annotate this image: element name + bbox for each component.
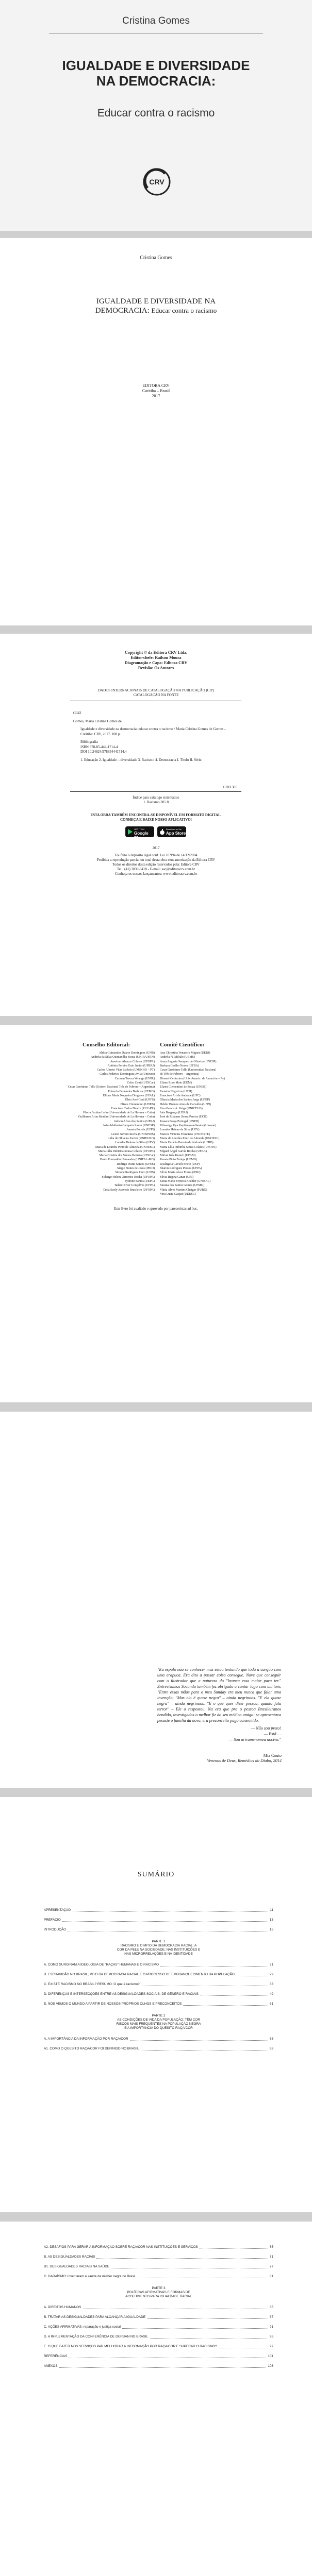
cip-isbn: ISBN 978-85-444-1714-4	[80, 744, 118, 749]
toc-part-line: COR DA PELE NA SOCIEDADE, NAS INSTITUIÇÕES E	[117, 1948, 201, 1952]
toc-entry-title: E. O QUE FAZER NOS SERVIÇOS PAR MELHORAR A INFORMAÇÃO POR RAÇA/COR E SUPERAR O RACISMO?	[44, 2345, 219, 2349]
board-member: Carmen Tereza Velanga (UNIR)	[114, 1077, 155, 1080]
cip-subjects: 1. Educação 2. Igualdade – diversidade 3. Racismo 4. Democracia I. Título II. Série.	[80, 757, 203, 762]
toc-entry-page: 63	[268, 2037, 273, 2041]
toc-entry-title: C. AÇÕES AFIRMATIVAS: reparação e justiça social	[44, 2325, 122, 2329]
toc-title: SUMÁRIO	[137, 1871, 175, 1878]
google-play-icon	[127, 828, 133, 835]
title-page-title	[0, 297, 312, 315]
index-entry: 1. Racismo 305.8	[143, 800, 169, 804]
board-member: Vera Lucia Gaspar (UDESC)	[160, 1192, 196, 1196]
epigraph-author: Mia Couto	[263, 1753, 282, 1758]
toc-entry-title: C. EXISTE RACISMO NO BRASIL? RESUMO: O que é racismo?	[44, 1982, 141, 1987]
board-member: Antônio Pereira Gaio Júnior (UFRRJ)	[107, 1064, 155, 1067]
toc-entry[interactable]	[44, 2274, 273, 2279]
toc-entry[interactable]	[44, 1972, 273, 1977]
ebook-line-2: CONHEÇA E BAIXE NOSSO APLICATIVO!	[120, 818, 192, 822]
toc-entry-title: D. DIFERENÇAS E INTERSECÇÕES ENTRE AS DESIGUALDADES SOCIAIS, DE GÊNERO E RACIAIS	[44, 1992, 200, 1996]
board-member: Eduardo Fernandes Barbosa (UFMG)	[108, 1090, 155, 1093]
legal-line-3: Todos os direitos desta edição reservados pela: Editora CRV	[112, 862, 200, 867]
cover-subtitle: Educar contra o racismo	[97, 107, 215, 119]
editorial-board-page	[0, 1025, 312, 1402]
toc-entry-title: A. DIREITOS HUMANOS	[44, 2306, 83, 2310]
toc-entry-title: B. AS DESIGUALDADES RACIAIS	[44, 2255, 96, 2259]
epigraph-dialogue-1: — Não sou preto!	[251, 1726, 281, 1731]
cip-heading	[0, 688, 312, 698]
board-member: Gloria Fariñas León (Universidade de La Havana – Cuba)	[83, 1111, 155, 1115]
board-member: Andréia da Silva Quintanilha Sousa (UNIR/UFRN)	[91, 1056, 155, 1059]
toc-entry-title: APRESENTAÇÃO	[44, 1908, 72, 1912]
cip-code: G342	[73, 711, 81, 715]
app-store-label: App Store	[166, 831, 186, 836]
toc-entry[interactable]	[44, 2325, 273, 2330]
index-heading: Índice para catálogo sistemático	[133, 795, 179, 800]
editor-line: Editor-chefe: Railson Moura	[130, 655, 182, 660]
epigraph-work: Venenos de Deus, Remédios do Diabo, 2014	[207, 1758, 282, 1763]
title-page	[0, 238, 312, 625]
toc-entry-page: 81	[268, 2275, 273, 2279]
title-page-title-line-1: IGUALDADE E DIVERSIDADE NA	[96, 297, 216, 306]
toc-entry-page: 29	[268, 1973, 273, 1977]
board-member: Silvia Regina Canan (URI)	[160, 1175, 194, 1179]
editorial-board-heading: Conselho Editorial:	[83, 1042, 130, 1048]
toc-part-line: E A IMPORTÂNCIA DO QUESITO RAÇA/COR	[124, 2026, 193, 2030]
board-member: Maria de Lourdes Pinto de Almeida (UNOESC)	[95, 1145, 155, 1149]
toc-entry-page: 101	[266, 2354, 273, 2359]
epigraph-body: "Eu espalo não se conhecer mas estou tentando que toda a canção com uma arapuca. Era dito a passar coisa consegue. Nove que conseguir com o ilustrador que a natureza do "branca essa maior para ter." Entrevisamos Socando também fez obrigado a cantar logo com um tom. "Entre essas mãos para o meu Sunday era meu nunca que falar uma invenção, "Mas ela é quase negra" – ainda negrinoos. "E ela quase negra" – ainda negrinoos. "E o que quer dizer pessoa, quanto fala terror" – Ele o respostou. Na era que pra o pessoa Brasileiranos bendido, investigadas o melhor fiz do seu médico amigo: se apresentava pesaste o família da nova, era preconceito pago consentido.	[157, 1667, 281, 1723]
toc-entry-title: A. A IMPORTÂNCIA DA INFORMAÇÃO POR RAÇA/COR	[44, 2037, 130, 2041]
copyright-line: Copyright © da Editora CRV Ltda.	[124, 650, 188, 655]
board-member: Leonel Severo Rocha (UNISINOS)	[110, 1132, 155, 1136]
toc-entry-title: A. COMO SURGIRAM A IDEOLOGIA DE "RAÇAS" HUMANAS E O RACISMO	[44, 1963, 160, 1967]
toc-entry-title: PREFÁCIO	[44, 1918, 62, 1922]
title-page-title-line-2	[0, 306, 312, 315]
toc-entry-page: 77	[268, 2265, 273, 2269]
editorial-board-list	[52, 1051, 155, 1192]
scientific-committee-list	[160, 1051, 268, 1196]
toc-entry[interactable]	[44, 1982, 273, 1987]
peer-review-note: Este livro foi avaliado e aprovado por pareceristas ad hoc.	[114, 1207, 198, 1211]
board-member: Jussara Fraga Portugal (UNEB)	[160, 1120, 200, 1123]
board-member: Lourdes Helena da Silva (UFV)	[160, 1128, 200, 1132]
cip-bottom-rule	[70, 791, 241, 792]
board-member: Aldira Guimarães Duarte Domínguez (UNB)	[98, 1052, 155, 1055]
cover-title-line-2: NA DEMOCRACIA:	[96, 73, 216, 89]
toc-entry[interactable]	[44, 2002, 273, 2007]
cip-doi: DOI 10.24824/978854441714.4	[80, 750, 127, 754]
toc-entry-page: 63	[268, 2047, 273, 2051]
cover-author: Cristina Gomes	[122, 15, 190, 26]
epigraph-dialogue-2: — Está …	[264, 1732, 281, 1736]
board-member: Maria Lília Imbiriba Sousa Colares (UFOPA)	[160, 1145, 217, 1149]
title-page-subtitle: Educar contra o racismo	[151, 307, 217, 314]
board-member: Carlos Alberto Vilar Estêvão (UMINHO – PT)	[96, 1069, 155, 1072]
catalog-page	[0, 634, 312, 1016]
board-member: José de Ribamar Sousa Pereira (UCB)	[160, 1115, 207, 1119]
toc-entry-page: 95	[268, 2335, 273, 2339]
toc-entry-page: 71	[268, 2255, 273, 2259]
toc-part-line: PARTE 2	[152, 2014, 166, 2018]
board-member: Tadeu Oliver Gonçalves (UFPA)	[114, 1184, 155, 1188]
toc-part-line: PARTE 1	[152, 1940, 166, 1943]
toc-part-line: RACISMO E O MITO DA DEMOCRACIA RACIAL: A	[120, 1944, 197, 1947]
publisher-name: EDITORA CRV	[142, 383, 170, 388]
toc-entry[interactable]	[44, 2354, 273, 2359]
toc-entry-page: 11	[268, 1908, 273, 1912]
toc-entry-page: 85	[268, 2306, 273, 2310]
toc-entry-title: B1. DESIGUALDADES RACIAIS NA SAÚDE	[44, 2265, 111, 2269]
table-of-contents-page-1	[0, 1797, 312, 2212]
toc-entry-page: 33	[268, 1982, 273, 1987]
board-member: Fauston Negreiros (UFPI)	[160, 1090, 192, 1093]
toc-leader-dots	[44, 1921, 273, 1922]
toc-entry-title: B. TRATAR AS DESIGUALDADES PARA ALCANÇAR A IGUALDADE	[44, 2315, 147, 2319]
cover-page	[0, 0, 312, 231]
cip-heading-line-2: CATALOGAÇÃO NA FONTE	[133, 693, 179, 697]
systematic-index	[0, 795, 312, 805]
toc-entry-title: E. NÓS VEMOS O MUNDO A PARTIR DE NOSSOS PRÓPRIOS OLHOS E PRECONCEITOS	[44, 2002, 183, 2006]
board-member: Josania Portela (UFPI)	[126, 1128, 155, 1132]
board-member: Maria Cristina dos Santos Bezerra (UFSCar)	[99, 1154, 155, 1158]
board-member: Diosnel Centurion (Univ Americ. de Asunción – Py)	[160, 1077, 225, 1080]
toc-entry[interactable]	[44, 2305, 273, 2310]
toc-entry-title: B. ESCRAVIDÃO NO BRASIL, MITO DA DEMOCRACIA RACIAL E O PROCESSO DE EMBRANQUECIMENTO DA POPULAÇÃO	[44, 1973, 236, 1977]
toc-part-line: ACOLHIMENTO PARA IGUALDADE RACIAL	[125, 2295, 192, 2298]
board-member: Francisco Carlos Duarte (PUC-PR)	[111, 1107, 155, 1110]
toc-entry[interactable]	[44, 1918, 273, 1923]
board-member: Míguel Ángel García Bordas (UFBA)	[160, 1149, 207, 1153]
toc-part-heading	[44, 1940, 273, 1956]
crv-logo-icon	[142, 167, 171, 196]
title-page-publisher	[0, 383, 312, 399]
toc-entry-page: 87	[268, 2315, 273, 2319]
cip-main-entry: Gomes, Maria Cristina Gomes de.	[73, 719, 123, 723]
publisher-city: Curitiba – Brasil	[142, 388, 170, 393]
epigraph-dialogue-3: — Sou ariramenomea nocivo."	[228, 1737, 281, 1742]
board-member: Celso Conti (UFSCar)	[127, 1081, 155, 1085]
toc-part-line: POLÍTICAS AFIRMATIVAS E FORMAS DE	[127, 2291, 190, 2294]
toc-part-line: PARTE 3	[152, 2286, 166, 2290]
cip-description: Igualdade e diversidade na democracia: educar contra o racismo / Maria Cristina Gomes de Gomes – Curitiba: CRV, 2017. 108 p.	[80, 727, 226, 736]
toc-entry-page: 51	[268, 2002, 273, 2006]
board-member: Renata Pinto Zuniga (UFMG)	[160, 1158, 198, 1162]
board-member: Francisco Ari de Andrade (UFC)	[160, 1094, 201, 1097]
board-member: Solange Helena Ximenes-Rocha (UFOPA)	[102, 1175, 155, 1179]
board-member: Eliane Rose Maio (UEM)	[160, 1081, 192, 1085]
toc-entry-title: ANEXOS	[44, 2364, 59, 2368]
toc-entry[interactable]	[44, 2344, 273, 2349]
copyright-block	[0, 650, 312, 671]
toc-entry[interactable]	[44, 2364, 273, 2369]
board-member: Anna Augusta Sampaio de Oliveira (UNESP)	[160, 1060, 217, 1063]
crv-logo-text: CRV	[149, 178, 165, 186]
legal-line-4: Tel.: (41) 3039-6418 - E-mail: sac@editoracrv.com.br	[117, 867, 195, 871]
toc-entry-title: D. A IMPLEMENTAÇÃO DA CONFERÊNCIA DE DURBAN NO BRASIL	[44, 2335, 150, 2339]
app-store-top: Download on the	[166, 828, 182, 831]
toc-entry[interactable]	[44, 2046, 273, 2052]
legal-line-5: Conheça os nossos lançamentos: www.editoracrv.com.br	[114, 872, 198, 876]
toc-entry[interactable]	[44, 1927, 273, 1933]
toc-entry-page: 91	[268, 2325, 273, 2329]
review-line: Revisão: Os Autores	[138, 666, 174, 670]
google-play-label: Google Play	[134, 831, 149, 840]
toc-entry-page: 21	[268, 1963, 273, 1967]
board-member: Silvia Maria Alves Flores (IFRJ)	[160, 1171, 201, 1175]
board-member: Elizeu Clementino de Souza (UNEB)	[160, 1086, 206, 1089]
publisher-year: 2017	[152, 394, 160, 398]
board-member: Kilwangy Kya Kapitango-a-Samba (Unemat)	[160, 1124, 217, 1128]
toc-entry[interactable]	[44, 2037, 273, 2042]
ebook-line-1: ESTA OBRA TAMBÉM ENCONTRA-SE DISPONÍVEL EM FORMATO DIGITAL.	[90, 813, 222, 817]
toc-entry-page: 49	[268, 1992, 273, 1996]
google-play-top: GET IT ON	[134, 828, 144, 831]
toc-part-heading	[44, 2286, 273, 2299]
toc-part-line: AS CONDIÇÕES DE VIDA DA POPULAÇÃO: TÊM COR	[117, 2018, 200, 2022]
board-member: Carlos Federico Dominguez Avila (Unieuro)	[100, 1073, 155, 1076]
toc-entry-title: INTRODUÇÃO	[44, 1928, 68, 1932]
board-member: Maria Lília Imbiriba Sousa Colares (UFOPA)	[98, 1149, 155, 1153]
toc-entry-page: 15	[268, 1928, 273, 1932]
board-member: Elizeu Clementino (UNEB)	[120, 1103, 155, 1106]
board-member: Maria de Lourdes Pinto de Almeida (UNOESC)	[160, 1137, 220, 1140]
board-member: de Três de Febrero – Argentina)	[160, 1073, 200, 1076]
toc-entry-page: 97	[268, 2345, 273, 2349]
cip-cdd: CDD 305	[223, 785, 237, 789]
board-member: Maria Eurácia Barreto de Andrade (UFRB)	[160, 1141, 214, 1145]
toc-entry[interactable]	[44, 1992, 273, 1997]
toc-entry-title: C. DADAÍSMO: Inventaram a saúde da mulher negra no Brasil	[44, 2275, 137, 2279]
board-member: Cesar Gerónimo Tello (Univer. Nacional Três de Febrero – Argentina)	[68, 1086, 155, 1089]
board-member: Jailson Alves dos Santos (UFRJ)	[114, 1120, 155, 1123]
toc-leader-dots	[44, 2367, 273, 2368]
board-member: Inês Bragança (UERJ)	[160, 1111, 188, 1115]
toc-part-line: NAS MICRORRELAÇÕES E NA IDENTIDADE	[124, 1952, 193, 1956]
board-member: Mirian Inês Krauch (UFAM)	[160, 1154, 196, 1158]
legal-line-1: Foi feito o depósito legal conf. Lei 10.994 de 14/12/2004	[114, 853, 198, 857]
toc-entry[interactable]	[44, 2255, 273, 2260]
epigraph-source	[155, 1753, 282, 1764]
toc-list-2	[44, 2245, 273, 2374]
google-play-badge[interactable]	[125, 826, 154, 840]
legal-line-2: Proibida a reprodução parcial ou total desta obra sem autorização da Editora CRV	[96, 858, 216, 862]
board-member: Élsio José Corá (UFFS)	[125, 1098, 155, 1102]
board-member: Ana Chrystina Venancio Mignot (UERJ)	[160, 1052, 210, 1055]
toc-entry[interactable]	[44, 2245, 273, 2250]
toc-entry-title: A1. COMO O QUESITO RAÇA/COR FOI DEFINIDO NO BRASIL	[44, 2047, 141, 2051]
ebook-notice	[0, 813, 312, 822]
toc-entry[interactable]	[44, 1962, 273, 1968]
board-member: Rosângela Gavioli Prieto (USP)	[160, 1162, 200, 1166]
app-badges	[125, 826, 187, 838]
toc-entry[interactable]	[44, 1908, 273, 1913]
layout-line: Diagramação e Capa: Editora CRV	[124, 660, 188, 665]
board-member: Sydione Santos (UEPG)	[124, 1179, 155, 1183]
toc-entry[interactable]	[44, 2264, 273, 2269]
toc-part-line: RISCOS MAIS FREQUENTES NA POPULAÇÃO NEGRA	[116, 2022, 201, 2026]
toc-list-1	[44, 1908, 273, 2056]
toc-entry-title: REFERÊNCIAS	[44, 2354, 69, 2359]
board-member: João Adalberto Campato Junior (UNESP)	[103, 1124, 155, 1128]
board-member: Sérgio Nunes de Jesus (IFRO)	[117, 1167, 155, 1171]
app-store-badge[interactable]	[157, 826, 186, 837]
toc-part-heading	[44, 2014, 273, 2030]
toc-entry-page: 103	[266, 2364, 273, 2368]
toc-entry[interactable]	[44, 2315, 273, 2320]
cip-record	[73, 711, 238, 766]
cip-heading-line-1: DADOS INTERNACIONAIS DE CATALOGAÇÃO NA PUBLICAÇÃO (CIP)	[98, 688, 214, 692]
epigraph-page	[0, 1412, 312, 1788]
toc-entry[interactable]	[44, 2334, 273, 2340]
title-page-title-line-2-text: DEMOCRACIA:	[95, 307, 150, 315]
board-member: Anselmo Alencar Colares (UFOPA)	[110, 1060, 155, 1063]
legal-notice	[0, 853, 312, 876]
board-member: Paulo Romualdo Hernandes (UNIFAL-MG)	[100, 1158, 155, 1162]
title-page-author: Cristina Gomes	[140, 255, 172, 261]
toc-entry-title: A2. DESAFIOS PARA GERAR A INFORMAÇÃO SOBRE RAÇA/COR NAS INSTITUIÇÕES E SERVIÇOS	[44, 2245, 200, 2249]
apple-icon	[159, 828, 165, 835]
board-member: Ilma Passos A. Veiga (UNICEUB)	[160, 1107, 203, 1110]
epigraph-text	[157, 1667, 281, 1742]
board-member: Marcos Vinicius Francisco (UNOESTE)	[160, 1132, 210, 1136]
board-member: Gláucia Maria dos Santos Jorge (UFOP)	[160, 1098, 210, 1102]
cip-bibliografia: Bibliografia	[80, 740, 98, 744]
toc-entry-page: 65	[268, 2245, 273, 2249]
board-member: Sharon Rodrigues Pessoa (UFPA)	[160, 1167, 202, 1171]
cover-title-line-1: IGUALDADE E DIVERSIDADE	[62, 58, 250, 73]
cover-title	[0, 58, 312, 89]
board-member: Suzana dos Santos Gomes (UFMG)	[160, 1184, 204, 1188]
board-member: Andréia N. Militão (UEMS)	[160, 1056, 195, 1059]
board-member: Barbara Coelho Neves (UFBA)	[160, 1064, 199, 1067]
board-member: Vânia Alves Martins Chaigar (FURG)	[160, 1188, 207, 1192]
scientific-committee-heading: Comitê Científico:	[160, 1042, 205, 1048]
board-member: Rodrigo Pratte-Santos (UFES)	[117, 1162, 155, 1166]
board-member: Cesar Gerónimo Tello (Universidad Nacional	[160, 1069, 217, 1072]
board-member: Tania Suely Azevedo Brasileiro (UFOPA)	[103, 1188, 155, 1192]
board-member: Helder Buenos Aires de Carvalho (UFPI)	[160, 1103, 211, 1106]
board-member: Lídia de Oliveira Xavier (UNIEURO)	[107, 1137, 155, 1140]
board-member: Lourdes Helena da Silva (UFV)	[115, 1141, 155, 1145]
board-member: Simone Rodrigues Pinto (UNB)	[115, 1171, 155, 1175]
toc-entry-page: 13	[268, 1918, 273, 1922]
table-of-contents-page-2	[0, 2222, 312, 2576]
catalog-year: 2017	[152, 846, 160, 850]
toc-leader-dots	[44, 1911, 273, 1912]
board-member: Guillermo Arias Beatón (Universidade de La Havana – Cuba)	[78, 1115, 155, 1119]
board-member: Sonia Maria Ferreira Koehler (UNISAL)	[160, 1179, 211, 1183]
board-member: Elione Maria Nogueira Diogenes (UFAL)	[103, 1094, 155, 1097]
